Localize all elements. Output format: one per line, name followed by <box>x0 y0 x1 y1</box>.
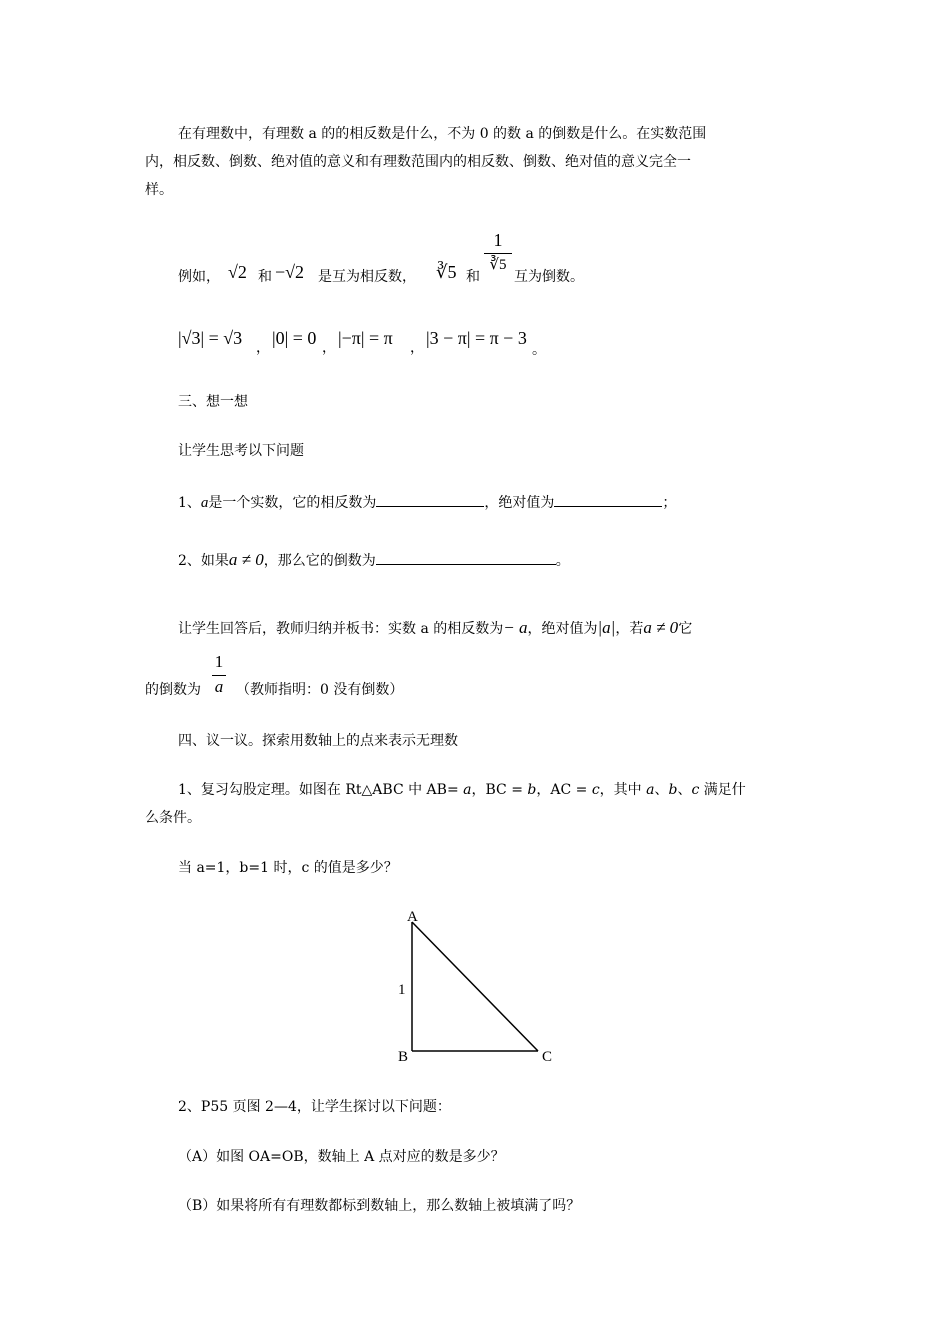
sqrt2-expr: √2 <box>228 262 247 282</box>
section-3-prompt: 让学生思考以下问题 <box>178 443 304 459</box>
cbrt5-expr: ∛5 <box>436 262 457 282</box>
p1-text-e: 、 <box>654 782 669 798</box>
summary-line-2-suffix: （教师指明：0 没有倒数） <box>236 682 404 698</box>
question-1-variable: a <box>200 495 209 511</box>
summary-text-2: ，绝对值为 <box>527 621 598 637</box>
vertex-label-c: C <box>542 1049 553 1065</box>
summary-fraction-numerator: 1 <box>214 652 224 671</box>
p1-var-c: c <box>591 782 600 798</box>
example-suffix: 互为倒数。 <box>514 269 584 285</box>
abs-end: 。 <box>532 342 546 358</box>
section-3-title: 三、想一想 <box>178 394 248 410</box>
abs-example-3-minus-pi: |3 − π| = π − 3 <box>426 328 527 348</box>
reciprocal-fraction-denominator: ∛5 <box>489 257 507 273</box>
right-triangle-figure <box>390 905 560 1065</box>
question-2-end: 。 <box>555 553 570 569</box>
question-1 <box>178 492 676 513</box>
section-4-question-c: 当 a=1，b=1 时，c 的值是多少？ <box>178 860 398 876</box>
example-and-2: 和 <box>466 269 480 285</box>
question-1-number: 1、 <box>178 495 201 511</box>
p1-text-b: ，BC = <box>471 782 528 798</box>
question-1-end: ； <box>662 495 677 511</box>
section-4-para-1-line-2: 么条件。 <box>145 810 201 826</box>
question-2-text-2: ，那么它的倒数为 <box>263 553 376 569</box>
p1-var-a: a <box>463 782 472 798</box>
p1-text-a: 1、复习勾股定理。如图在 Rt△ABC 中 AB= <box>178 782 464 798</box>
section-4-title: 四、议一议。探索用数轴上的点来表示无理数 <box>178 733 458 749</box>
example-mid: 是互为相反数， <box>318 269 416 285</box>
p1-var-c-2: c <box>691 782 700 798</box>
question-2-math: a ≠ 0 <box>228 550 264 569</box>
abs-sep-3: ， <box>410 340 424 356</box>
question-1-text-2: ，绝对值为 <box>484 495 555 511</box>
vertex-label-a: A <box>407 909 418 925</box>
answer-blank-absolute <box>554 492 662 507</box>
p1-text-c: ，AC = <box>536 782 592 798</box>
abs-sep-1: ， <box>256 340 270 356</box>
summary-text-1: 让学生回答后，教师归纳并板书：实数 a 的相反数为 <box>178 621 504 637</box>
p1-text-d: ，其中 <box>599 782 647 798</box>
vertex-label-b: B <box>398 1049 409 1065</box>
p1-text-g: 满足什 <box>699 782 746 798</box>
section-4-question-a: （A）如图 OA=OB，数轴上 A 点对应的数是多少？ <box>178 1149 505 1165</box>
abs-example-neg-pi: |−π| = π <box>338 328 393 348</box>
section-4-question-b: （B）如果将所有有理数都标到数轴上，那么数轴上被填满了吗？ <box>178 1198 581 1214</box>
abs-example-sqrt3: |√3| = √3 <box>178 328 243 348</box>
summary-line-1 <box>178 618 692 639</box>
reciprocal-fraction-numerator: 1 <box>493 230 503 250</box>
answer-blank-opposite <box>376 492 484 507</box>
summary-line-2-prefix: 的倒数为 <box>145 682 201 698</box>
side-length-label: 1 <box>398 982 406 998</box>
summary-fraction-denominator: a <box>214 677 224 696</box>
abs-sep-2: ， <box>322 340 336 356</box>
section-4-para-1-line-1 <box>178 780 746 800</box>
intro-line-1: 在有理数中，有理数 a 的的相反数是什么，不为 0 的数 a 的倒数是什么。在实数范围 <box>178 126 707 142</box>
p1-var-a-2: a <box>646 782 655 798</box>
section-4-para-2: 2、P55 页图 2—4，让学生探讨以下问题： <box>178 1099 451 1115</box>
question-2-text-1: 2、如果 <box>178 553 229 569</box>
reciprocal-fraction-bar <box>484 253 512 254</box>
summary-neg-a: − a <box>503 618 528 637</box>
answer-blank-reciprocal <box>376 550 556 565</box>
triangle-side-ac <box>412 922 538 1051</box>
neg-sqrt2-expr: −√2 <box>275 262 305 282</box>
question-1-text-1: 是一个实数，它的相反数为 <box>208 495 377 511</box>
summary-text-4: 它 <box>678 621 693 637</box>
p1-var-b-2: b <box>668 782 678 798</box>
summary-text-3: ，若 <box>615 621 644 637</box>
summary-fraction-bar <box>212 675 226 676</box>
example-prefix: 例如， <box>178 269 220 285</box>
abs-example-zero: |0| = 0 <box>272 328 317 348</box>
p1-text-f: 、 <box>677 782 692 798</box>
intro-line-2: 内，相反数、倒数、绝对值的意义和有理数范围内的相反数、倒数、绝对值的意义完全一 <box>145 154 691 170</box>
example-and-1: 和 <box>258 269 272 285</box>
summary-abs-a: |a| <box>597 618 616 637</box>
question-2 <box>178 550 570 571</box>
p1-var-b: b <box>527 782 537 798</box>
summary-a-ne-0: a ≠ 0 <box>643 618 679 637</box>
intro-line-3: 样。 <box>145 182 173 198</box>
